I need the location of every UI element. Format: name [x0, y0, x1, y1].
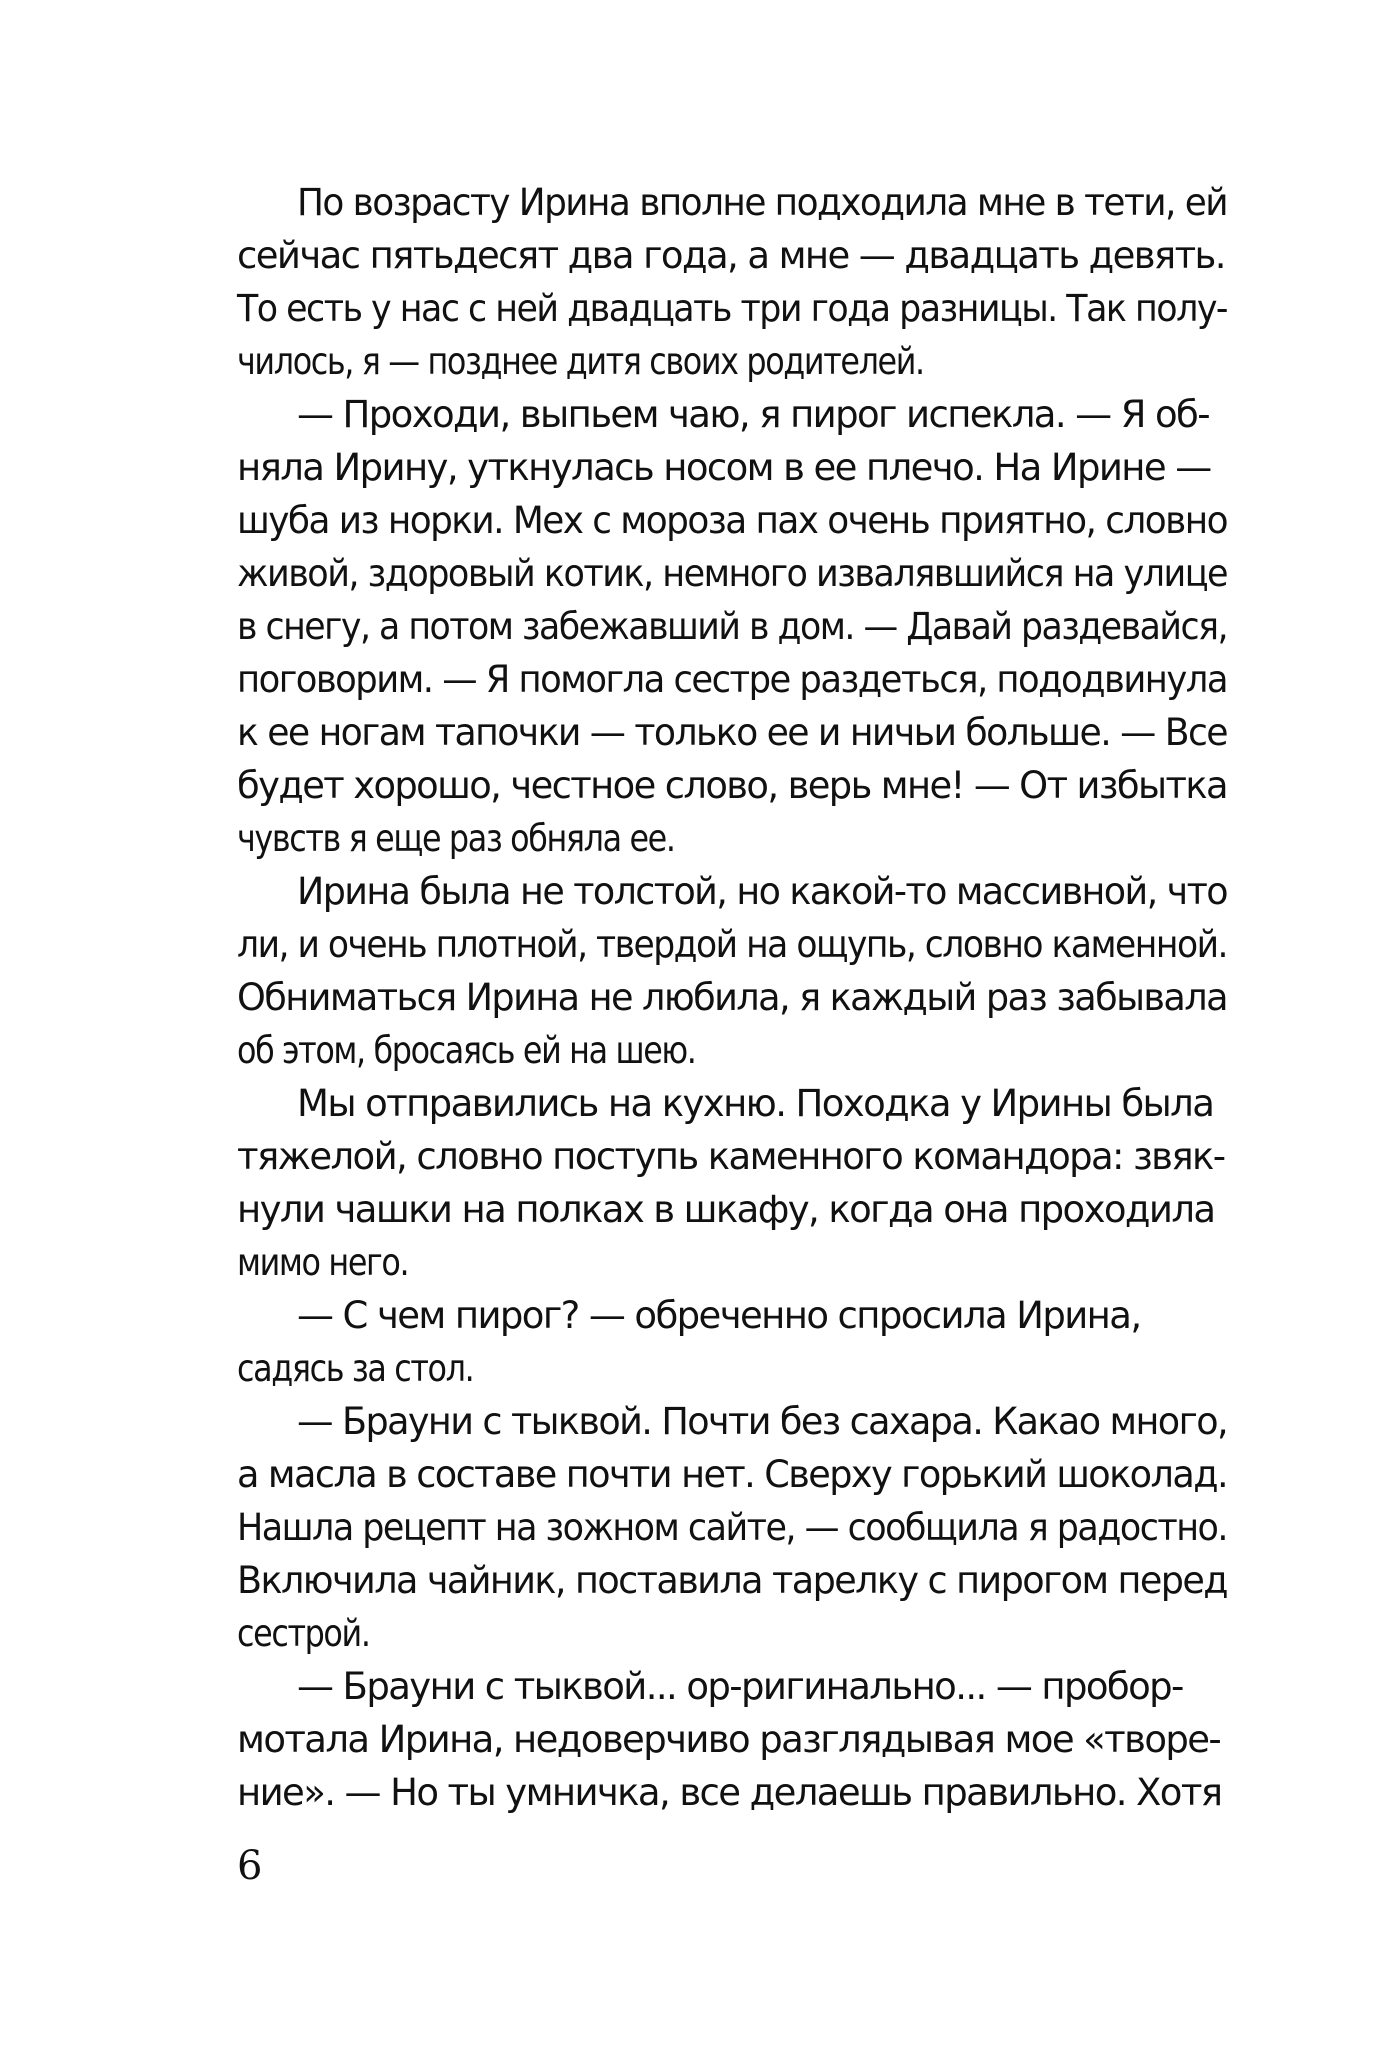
text-line: об этом, бросаясь ей на шею.: [237, 1029, 696, 1072]
text-line: ние». — Но ты умничка, все делаешь правильно. Хотя: [237, 1771, 1222, 1814]
text-line: По возрасту Ирина вполне подходила мне в тети, ей: [297, 181, 1227, 224]
text-line: Нашла рецепт на зожном сайте, — сообщила я радостно.: [237, 1506, 1227, 1549]
text-line: мимо него.: [237, 1241, 409, 1284]
text-line: живой, здоровый котик, немного извалявшийся на улице: [237, 552, 1227, 595]
page-number: 6: [237, 1843, 263, 1889]
text-line: мотала Ирина, недоверчиво разглядывая мое «творе-: [237, 1718, 1221, 1761]
text-line: — Брауни с тыквой... ор-ригинально... — пробор-: [297, 1665, 1183, 1708]
text-line: к ее ногам тапочки — только ее и ничьи больше. — Все: [237, 711, 1227, 754]
text-line: будет хорошо, честное слово, верь мне! — От избытка: [237, 764, 1227, 807]
page-body-text: [237, 176, 1227, 1819]
text-line: чувств я еще раз обняла ее.: [237, 817, 675, 860]
text-line: тяжелой, словно поступь каменного командора: звяк-: [237, 1135, 1225, 1178]
text-line: сейчас пятьдесят два года, а мне — двадцать девять.: [237, 234, 1225, 277]
text-line: Обниматься Ирина не любила, я каждый раз забывала: [237, 976, 1227, 1019]
text-line: а масла в составе почти нет. Сверху горький шоколад.: [237, 1453, 1227, 1496]
text-line: няла Ирину, уткнулась носом в ее плечо. На Ирине —: [237, 446, 1211, 489]
text-line: поговорим. — Я помогла сестре раздеться, пододвинула: [237, 658, 1227, 701]
text-line: Ирина была не толстой, но какой-то массивной, что: [297, 870, 1227, 913]
text-line: нули чашки на полках в шкафу, когда она проходила: [237, 1188, 1215, 1231]
text-line: ли, и очень плотной, твердой на ощупь, словно каменной.: [237, 923, 1227, 966]
text-line: шуба из норки. Мех с мороза пах очень приятно, словно: [237, 499, 1227, 542]
text-line: — Брауни с тыквой. Почти без сахара. Какао много,: [297, 1400, 1227, 1443]
text-line: в снегу, а потом забежавший в дом. — Давай раздевайся,: [237, 605, 1227, 648]
text-line: — Проходи, выпьем чаю, я пирог испекла. — Я об-: [297, 393, 1210, 436]
text-line: чилось, я — позднее дитя своих родителей.: [237, 340, 924, 383]
text-line: — С чем пирог? — обреченно спросила Ирина,: [297, 1294, 1141, 1337]
text-line: садясь за стол.: [237, 1347, 474, 1390]
text-line: То есть у нас с ней двадцать три года разницы. Так полу-: [237, 287, 1227, 330]
text-line: Включила чайник, поставила тарелку с пирогом перед: [237, 1559, 1227, 1602]
text-line: Мы отправились на кухню. Походка у Ирины была: [297, 1082, 1214, 1125]
text-line: сестрой.: [237, 1612, 370, 1655]
